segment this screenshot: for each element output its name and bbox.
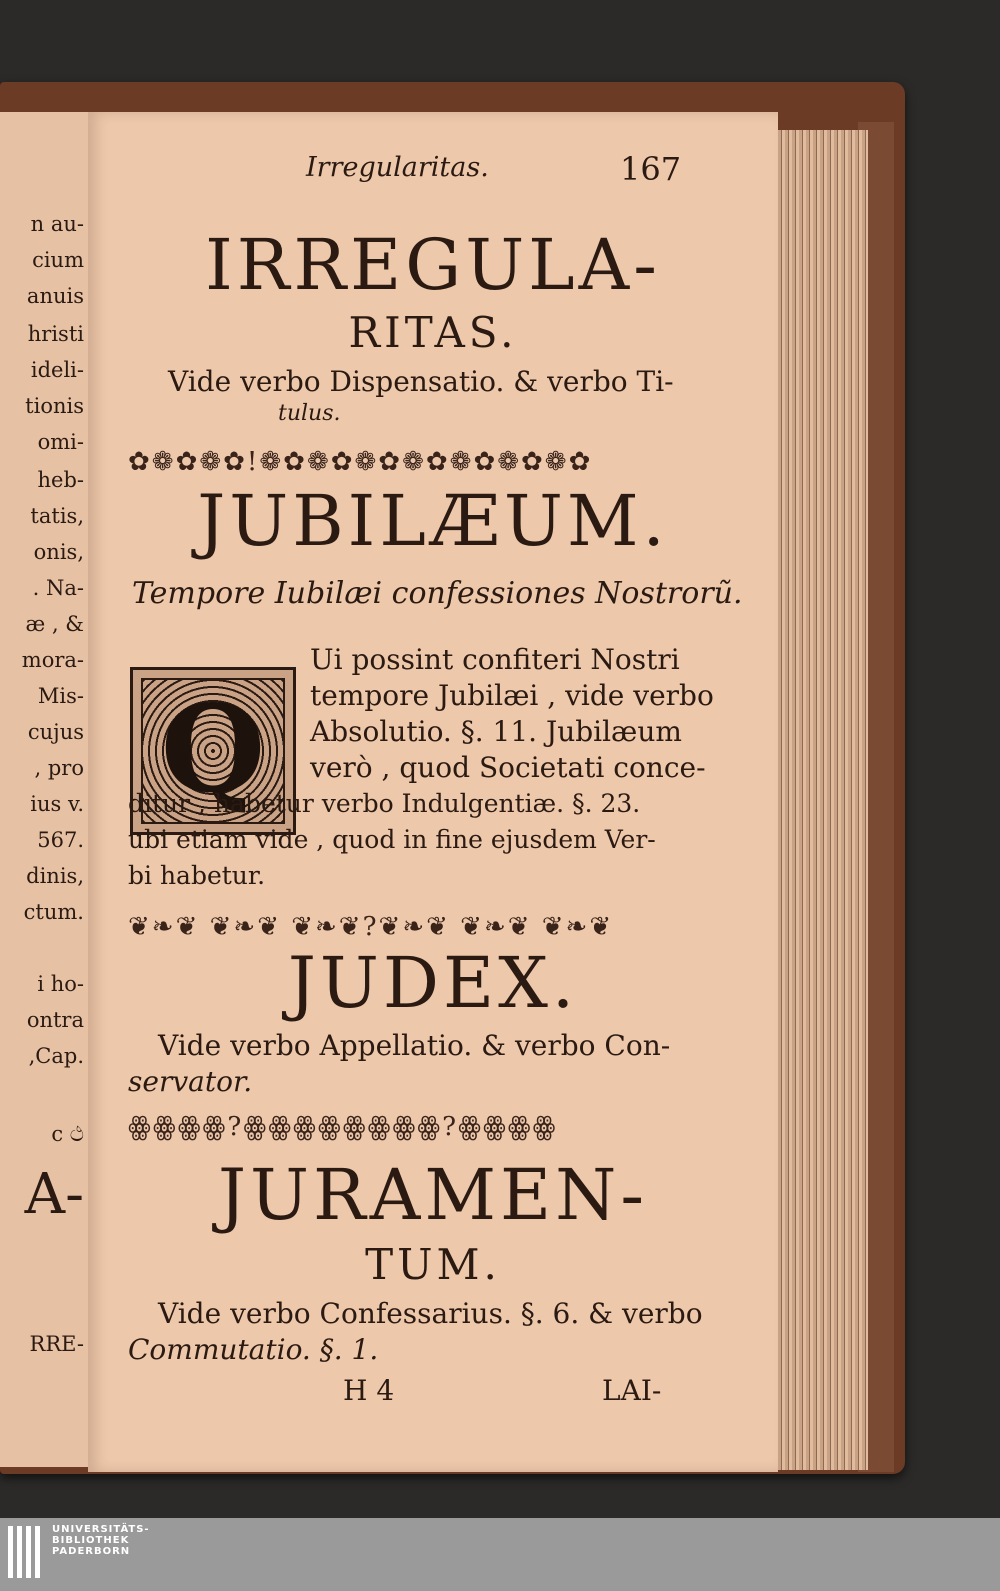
left-page-fragment: æ , & bbox=[25, 612, 84, 636]
left-page-fragment: cium bbox=[32, 248, 84, 272]
entry-text-irregularitas-2: tulus. bbox=[278, 401, 341, 426]
left-page-fragment: tionis bbox=[25, 394, 84, 418]
jubilaeum-line-5: ditur , habetur verbo Indulgentiæ. §. 23. bbox=[128, 789, 641, 818]
left-page-fragment: dinis, bbox=[26, 864, 84, 888]
running-head: Irregularitas. bbox=[306, 152, 489, 183]
entry-text-juramentum-2: Commutatio. §. 1. bbox=[128, 1333, 379, 1366]
jubilaeum-line-1: Ui possint confiteri Nostri bbox=[310, 643, 680, 676]
left-page-fragment: cujus bbox=[27, 720, 84, 744]
entry-title-irregularitas-2: RITAS. bbox=[348, 308, 518, 357]
jubilaeum-line-3: Absolutio. §. 11. Jubilæum bbox=[310, 715, 682, 748]
initial-letter: Q bbox=[160, 679, 266, 820]
ornament-row-3: ꙮꙮꙮꙮ?ꙮꙮꙮꙮꙮꙮꙮꙮ?ꙮꙮꙮꙮ bbox=[128, 1112, 558, 1142]
entry-text-juramentum-1: Vide verbo Confessarius. §. 6. & verbo bbox=[158, 1297, 703, 1330]
jubilaeum-line-2: tempore Jubilæi , vide verbo bbox=[310, 679, 714, 712]
entry-title-jubilaeum: JUBILÆUM. bbox=[197, 480, 669, 562]
entry-title-irregularitas-1: IRREGULA- bbox=[205, 224, 661, 306]
jubilaeum-line-7: bi habetur. bbox=[128, 861, 266, 890]
signature-mark: H 4 bbox=[343, 1374, 395, 1407]
left-page-fragment: heb- bbox=[37, 468, 84, 492]
left-page-fragment: n au- bbox=[30, 212, 84, 236]
left-page-fragment: , pro bbox=[34, 756, 84, 780]
left-page-fragment: ius v. bbox=[30, 792, 84, 816]
left-page-fragment: c ථ bbox=[51, 1122, 84, 1146]
left-page-fragment: 567. bbox=[37, 828, 84, 852]
left-page-fragment: Mis- bbox=[37, 684, 84, 708]
left-page-fragment: mora- bbox=[21, 648, 84, 672]
catchword: LAI- bbox=[602, 1374, 662, 1407]
entry-title-juramentum-1: JURAMEN- bbox=[218, 1154, 648, 1236]
left-page-fragment: . Na- bbox=[32, 576, 84, 600]
left-page-fragment: i ho- bbox=[37, 972, 84, 996]
entry-subtitle-jubilaeum: Tempore Iubilæi confessiones Nostrorũ. bbox=[132, 576, 743, 611]
library-line-3: PADERBORN bbox=[52, 1546, 131, 1557]
library-logo-icon bbox=[8, 1526, 42, 1578]
left-page-fragment: ontra bbox=[26, 1008, 84, 1032]
ornament-row-1: ✿❁✿❁✿!❁✿❁✿❁✿❁✿❁✿❁✿❁✿ bbox=[128, 447, 593, 477]
entry-text-judex-2: servator. bbox=[128, 1065, 253, 1098]
library-banner bbox=[0, 1518, 1000, 1591]
jubilaeum-line-4: verò , quod Societati conce- bbox=[310, 751, 706, 784]
right-page bbox=[88, 112, 778, 1472]
left-page-fragment: tatis, bbox=[30, 504, 84, 528]
left-page-fragment: onis, bbox=[33, 540, 84, 564]
entry-text-judex-1: Vide verbo Appellatio. & verbo Con- bbox=[158, 1029, 671, 1062]
left-page-fragment: RRE- bbox=[29, 1332, 84, 1356]
library-line-2: BIBLIOTHEK bbox=[52, 1535, 130, 1546]
entry-title-judex: JUDEX. bbox=[287, 942, 579, 1024]
entry-text-irregularitas-1: Vide verbo Dispensatio. & verbo Ti- bbox=[168, 365, 674, 398]
book bbox=[0, 82, 910, 1477]
left-page bbox=[0, 112, 90, 1467]
left-page-fragment: ,Cap. bbox=[28, 1044, 84, 1068]
left-page-fragment: ideli- bbox=[30, 358, 84, 382]
left-page-fragment: anuis bbox=[26, 284, 84, 308]
left-page-fragment: hristi bbox=[27, 322, 84, 346]
ornament-row-2: ❦❧❦ ❦❧❦ ❦❧❦?❦❧❦ ❦❧❦ ❦❧❦ bbox=[128, 912, 614, 942]
jubilaeum-line-6: ubi etiam vide , quod in fine ejusdem Ver- bbox=[128, 825, 656, 854]
left-page-fragment: ctum. bbox=[23, 900, 84, 924]
left-page-fragment: A- bbox=[24, 1162, 84, 1227]
page-number: 167 bbox=[620, 150, 682, 188]
page-edges bbox=[778, 130, 868, 1470]
library-name bbox=[52, 1524, 150, 1557]
library-line-1: UNIVERSITÄTS- bbox=[52, 1524, 150, 1535]
entry-title-juramentum-2: TUM. bbox=[365, 1240, 501, 1289]
left-page-fragment: omi- bbox=[37, 430, 84, 454]
